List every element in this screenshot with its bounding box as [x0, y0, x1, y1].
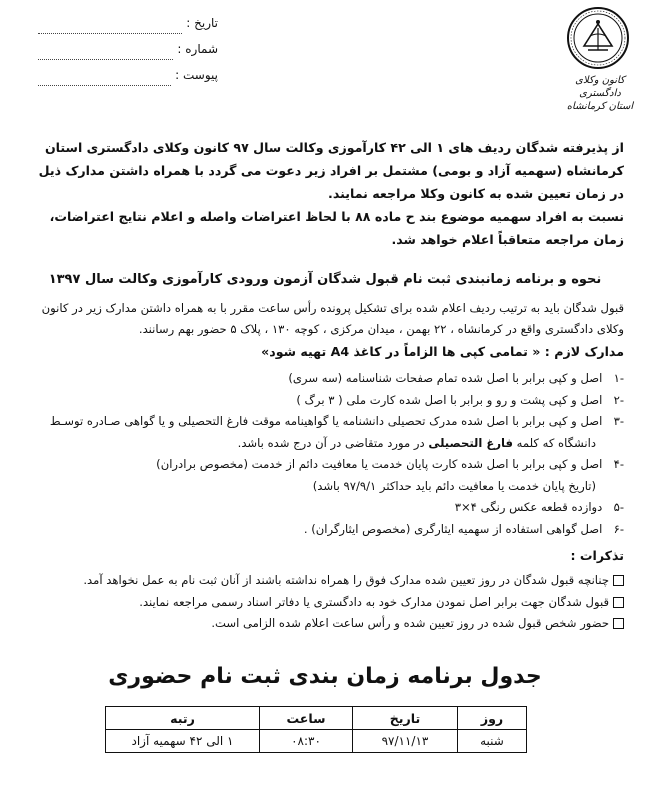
document-item — [24, 519, 624, 541]
number-dots — [38, 45, 173, 60]
column-header-time: ساعت — [260, 707, 353, 730]
document-item-number: -۵ — [613, 500, 624, 514]
document-item-number: -۱ — [613, 371, 624, 385]
column-header-day: روز — [458, 707, 527, 730]
logo-caption-line-1: کانون وکلای دادگستری — [575, 75, 625, 99]
required-documents-list — [24, 368, 624, 540]
continuation-text: (تاریخ پایان خدمت یا معافیت دائم باید حداکثر ۹۷/۹/۱ باشد) — [312, 478, 596, 493]
bar-association-logo — [566, 6, 630, 70]
date-field — [38, 8, 218, 34]
note-item — [16, 613, 624, 635]
checkbox-icon — [613, 618, 624, 629]
document-item — [24, 497, 624, 519]
instructions-paragraph: قبول شدگان باید به ترتیب ردیف اعلام شده برای تشکیل پرونده رأس ساعت مقرر با به همراه داشتن مدارک زیر در کانون وکلای دادگستری واقع در کرمانشاه ، ۲۲ بهمن ، میدان مرکزی ، کوچه ۱۳۰ ، پلاک ۵ حضور بهم رسانند. — [41, 301, 624, 336]
document-item — [24, 454, 624, 476]
intro-paragraph-2: نسبت به افراد سهمیه موضوع بند ح ماده ۸۸ با لحاظ اعتراضات واصله و اعلام نتایج اعتراضات، زمان مراجعه متعاقباً اعلام خواهد شد. — [49, 209, 624, 247]
graduation-keyword: فارغ التحصیلی — [428, 435, 513, 450]
document-item — [24, 411, 624, 433]
schedule-table — [105, 706, 527, 753]
note-item — [16, 592, 624, 614]
table-header-row — [106, 707, 527, 730]
document-item — [24, 390, 624, 412]
attachment-field — [38, 60, 218, 86]
document-item-number: -۴ — [613, 457, 624, 471]
cell-date: ۹۷/۱۱/۱۳ — [353, 730, 458, 753]
note-text: قبول شدگان جهت برابر اصل نمودن مدارک خود به دادگستری یا دفاتر اسناد رسمی مراجعه نمایند. — [139, 594, 609, 609]
table-row — [106, 730, 527, 753]
column-header-date: تاریخ — [353, 707, 458, 730]
letter-header-fields — [38, 8, 218, 86]
logo-caption — [560, 74, 640, 113]
registration-instructions — [24, 298, 624, 340]
document-item-text: اصل گواهی استفاده از سهمیه ایثارگری (مخصوص ایثارگران) . — [303, 521, 603, 536]
document-item-number: -۳ — [613, 414, 624, 428]
note-item — [16, 570, 624, 592]
checkbox-icon — [613, 575, 624, 586]
note-text: حضور شخص قبول شده در روز تعیین شده و رأس ساعت اعلام شده الزامی است. — [211, 616, 609, 630]
document-item-text: اصل و کپی برابر با اصل شده تمام صفحات شناسنامه (سه سری) — [288, 371, 603, 385]
document-item-number: -۲ — [613, 392, 624, 407]
schedule-table-title: جدول برنامه زمان بندی ثبت نام حضوری — [108, 664, 542, 689]
checkbox-icon — [613, 597, 624, 608]
notes-heading: تذکرات : — [570, 548, 624, 563]
date-label: تاریخ : — [186, 16, 218, 30]
cell-time: ۰۸:۳۰ — [260, 730, 353, 753]
document-item-text: اصل و کپی پشت و رو و برابر با اصل شده کارت ملی ( ۳ برگ ) — [296, 392, 603, 407]
document-item — [24, 368, 624, 390]
document-item-continuation — [24, 433, 624, 455]
document-item-text: دوازده قطعه عکس رنگی ۴×۳ — [454, 500, 603, 514]
continuation-text: در مورد متقاضی در آن درج شده باشد. — [237, 435, 429, 450]
attachment-label: پیوست : — [175, 68, 218, 82]
cell-day: شنبه — [458, 730, 527, 753]
document-item-number: -۶ — [613, 521, 624, 536]
continuation-text: دانشگاه که کلمه — [512, 435, 596, 450]
document-item-text: اصل و کپی برابر با اصل شده مدرک تحصیلی دانشنامه یا گواهینامه موقت فارغ التحصیلی و یا گواهی صـادره توسـط — [49, 414, 603, 428]
column-header-rank: رتبه — [106, 707, 260, 730]
required-documents-heading: مدارک لازم : « تمامی کپی ها الزاماً در کاغذ A4 تهیه شود» — [261, 344, 624, 359]
document-item-text: اصل و کپی برابر با اصل شده کارت پایان خدمت یا معافیت دائم از خدمت (مخصوص برادران) — [156, 457, 603, 471]
date-dots — [38, 19, 182, 34]
intro-paragraph-1: از پذیرفته شدگان ردیف های ۱ الی ۴۲ کارآموزی وکالت سال ۹۷ کانون وکلای دادگستری استان کرمانشاه (سهمیه آزاد و بومی) مشتمل بر افراد زیر دعوت می گردد با همراه داشتن مدارک ذیل در زمان تعیین شده به کانون وکلا مراجعه نمایند. — [38, 140, 624, 201]
number-label: شماره : — [177, 42, 218, 56]
logo-caption-line-2: استان کرمانشاه — [566, 101, 634, 112]
document-item-continuation — [24, 476, 624, 498]
section-title: نحوه و برنامه زمانبندی ثبت نام قبول شدگان آزمون ورودی کارآموزی وکالت سال ۱۳۹۷ — [48, 272, 602, 287]
cell-rank: ۱ الی ۴۲ سهمیه آزاد — [106, 730, 260, 753]
attachment-dots — [38, 71, 171, 86]
notes-list — [16, 570, 624, 635]
intro-section — [34, 136, 624, 251]
number-field — [38, 34, 218, 60]
note-text: چنانچه قبول شدگان در روز تعیین شده مدارک فوق را همراه نداشته باشند از آنان ثبت نام به عمل نخواهد آمد. — [83, 573, 609, 587]
